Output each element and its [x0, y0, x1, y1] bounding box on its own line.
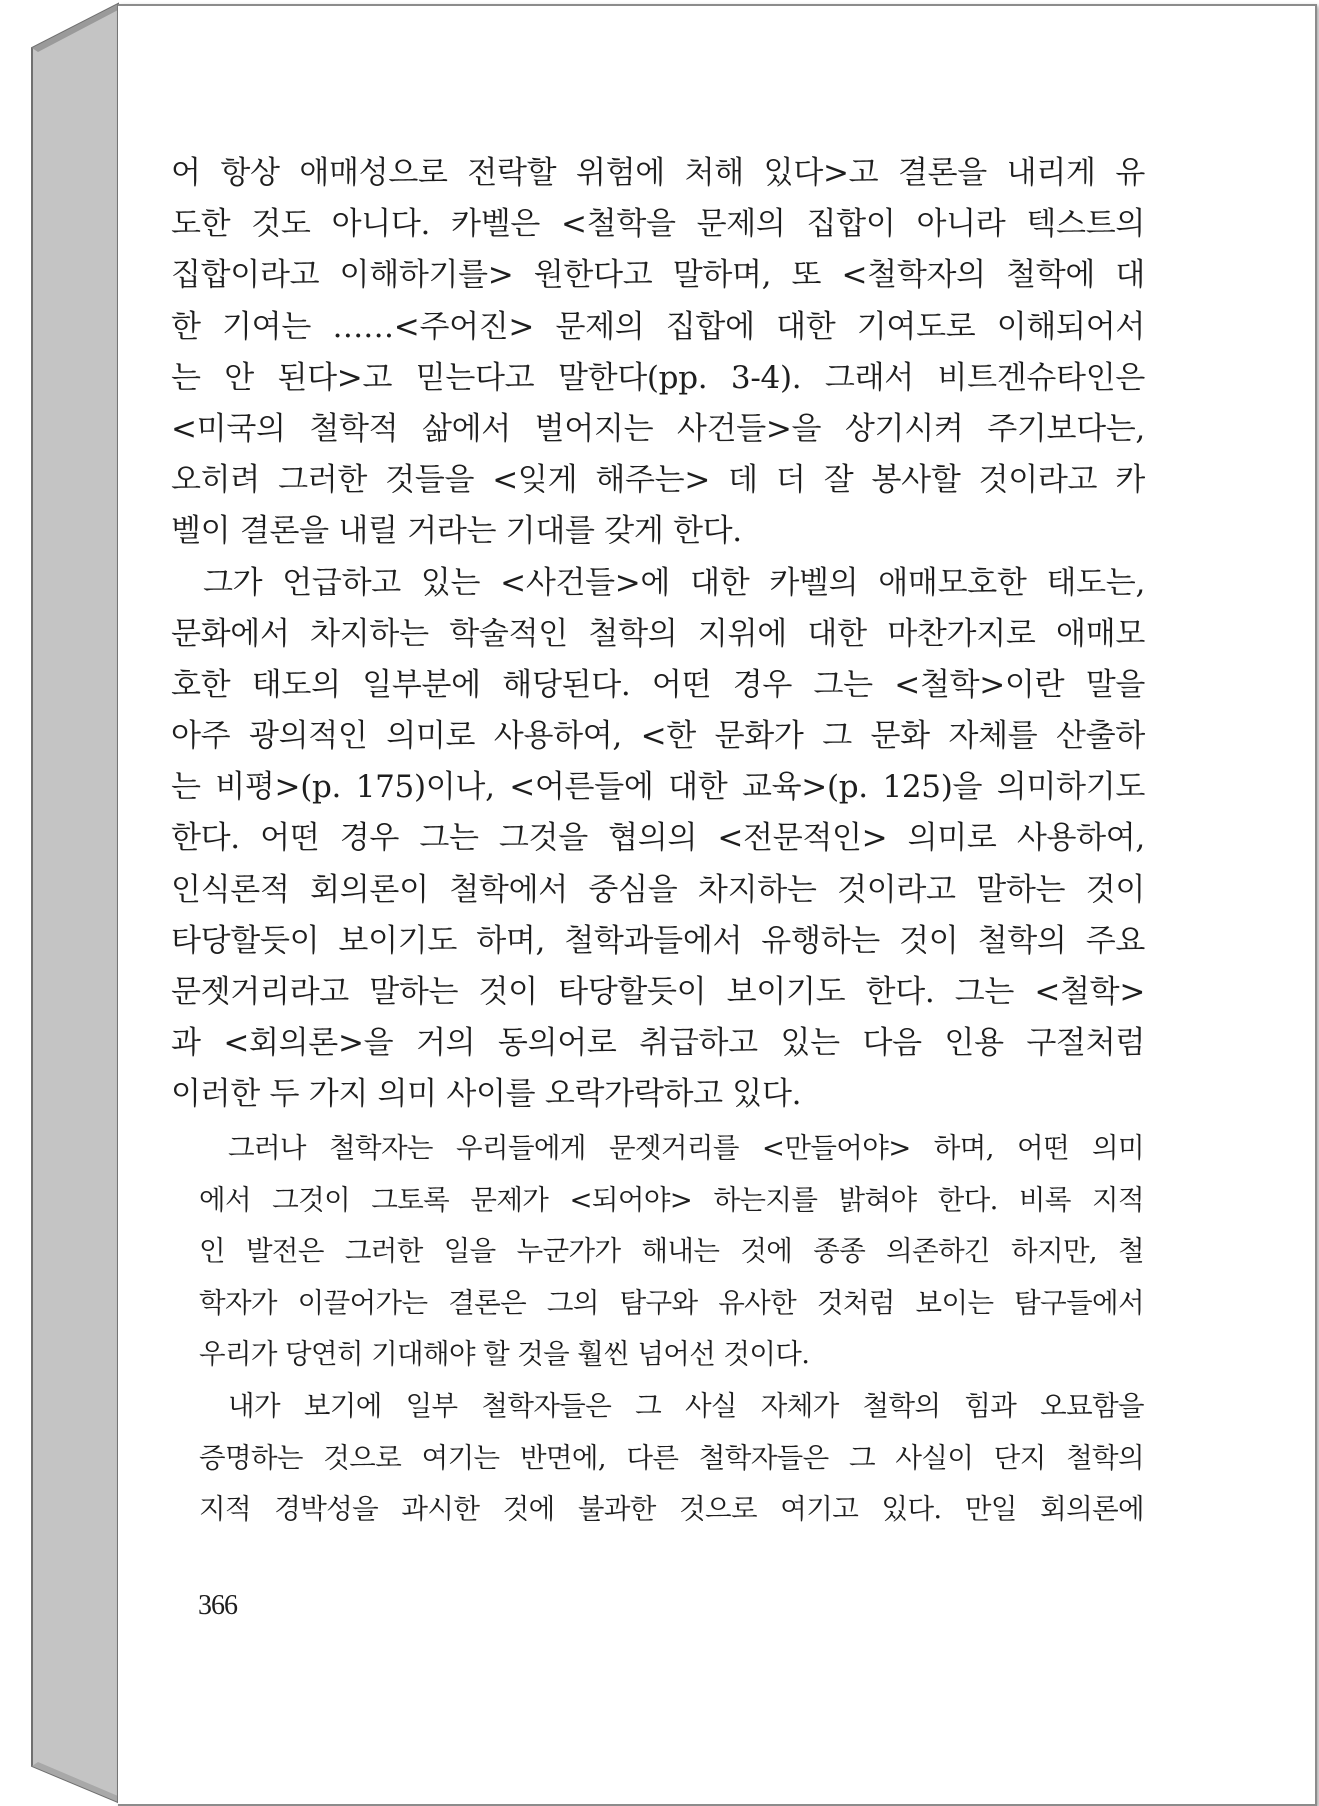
text-line: 도한 것도 아니다. 카벨은 <철학을 문제의 집합이 아니라 텍스트의 — [171, 206, 1145, 243]
text-line: 한다. 어떤 경우 그는 그것을 협의의 <전문적인> 의미로 사용하여, — [171, 820, 1145, 857]
text-line: 과 <회의론>을 거의 동의어로 취급하고 있는 다음 인용 구절처럼 — [171, 1025, 1145, 1062]
text-line: 문젯거리라고 말하는 것이 타당할듯이 보이기도 한다. 그는 <철학> — [171, 974, 1145, 1010]
text-line: 한 기여는 ……<주어진> 문제의 집합에 대한 기여도로 이해되어서 — [171, 308, 1145, 345]
text-line: 오히려 그러한 것들을 <잊게 해주는> 데 더 잘 봉사할 것이라고 카 — [171, 462, 1145, 499]
text-line: 벨이 결론을 내릴 거라는 기대를 갖게 한다. — [171, 513, 742, 550]
main-text — [171, 148, 1145, 1121]
quote-line: 증명하는 것으로 여기는 반면에, 다른 철학자들은 그 사실이 단지 철학의 — [199, 1441, 1144, 1474]
quote-line: 인 발전은 그러한 일을 누군가가 해내는 것에 종종 의존하긴 하지만, 철 — [199, 1235, 1144, 1268]
text-line: 호한 태도의 일부분에 해당된다. 어떤 경우 그는 <철학>이란 말을 — [171, 666, 1145, 703]
text-line: 그가 언급하고 있는 <사건들>에 대한 카벨의 애매모호한 태도는, — [203, 564, 1145, 601]
text-line: 집합이라고 이해하기를> 원한다고 말하며, 또 <철학자의 철학에 대 — [171, 257, 1145, 294]
page-number: 366 — [198, 1590, 237, 1621]
text-line: 어 항상 애매성으로 전락할 위험에 처해 있다>고 결론을 내리게 유 — [171, 155, 1145, 191]
quote-line: 학자가 이끌어가는 결론은 그의 탐구와 유사한 것처럼 보이는 탐구들에서 — [199, 1286, 1144, 1319]
quote-line: 내가 보기에 일부 철학자들은 그 사실 자체가 철학의 힘과 오묘함을 — [228, 1389, 1144, 1422]
text-line: 문화에서 차지하는 학술적인 철학의 지위에 대한 마찬가지로 애매모 — [171, 615, 1145, 652]
text-line: 아주 광의적인 의미로 사용하여, <한 문화가 그 문화 자체를 산출하 — [171, 718, 1145, 755]
block-quote — [199, 1123, 1144, 1536]
text-line: 이러한 두 가지 의미 사이를 오락가락하고 있다. — [171, 1076, 802, 1113]
quote-line: 그러나 철학자는 우리들에게 문젯거리를 <만들어야> 하며, 어떤 의미 — [228, 1132, 1144, 1164]
text-line: <미국의 철학적 삶에서 벌어지는 사건들>을 상기시켜 주기보다는, — [171, 410, 1145, 447]
text-line: 타당할듯이 보이기도 하며, 철학과들에서 유행하는 것이 철학의 주요 — [171, 922, 1145, 959]
text-line: 는 비평>(p. 175)이나, <어른들에 대한 교육>(p. 125)을 의미하기도 — [171, 769, 1145, 806]
quote-line: 지적 경박성을 과시한 것에 불과한 것으로 여기고 있다. 만일 회의론에 — [199, 1493, 1144, 1526]
text-line: 는 안 된다>고 믿는다고 말한다(pp. 3-4). 그래서 비트겐슈타인은 — [171, 359, 1145, 396]
text-line: 인식론적 회의론이 철학에서 중심을 차지하는 것이라고 말하는 것이 — [171, 871, 1145, 908]
quote-line: 우리가 당연히 기대해야 할 것을 훨씬 넘어선 것이다. — [199, 1338, 810, 1371]
quote-line: 에서 그것이 그토록 문제가 <되어야> 하는지를 밝혀야 한다. 비록 지적 — [199, 1183, 1144, 1216]
